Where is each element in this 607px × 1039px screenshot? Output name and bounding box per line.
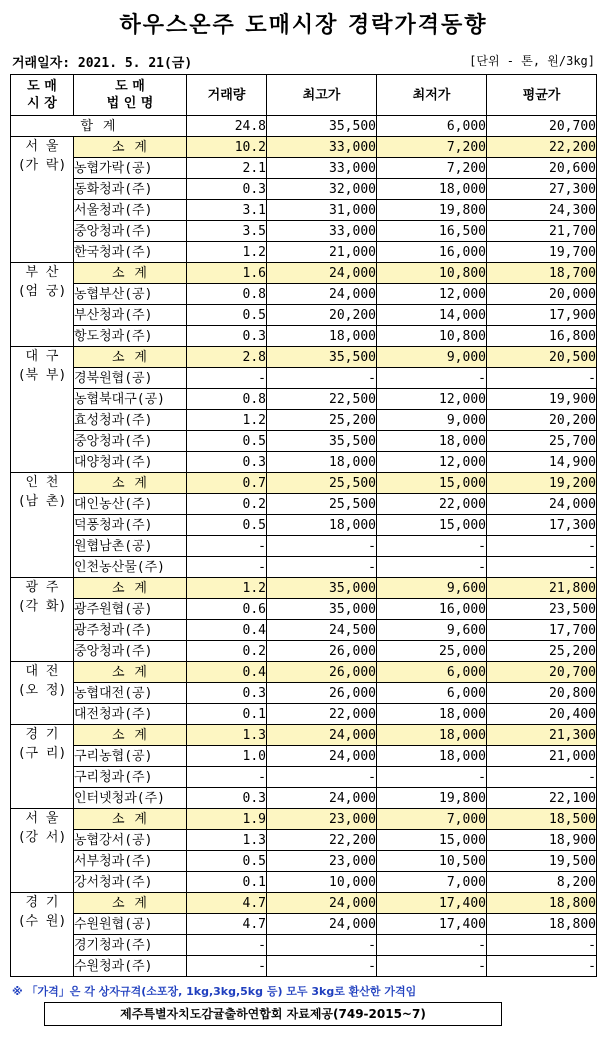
subtotal-label: 소 계 (74, 473, 187, 494)
max-price-cell: 33,000 (267, 158, 377, 179)
min-price-cell: 22,000 (377, 494, 487, 515)
subtotal-row (11, 725, 597, 746)
corp-name: 중앙청과(주) (74, 641, 187, 662)
avg-price-cell: - (487, 557, 597, 578)
max-price-cell: - (267, 536, 377, 557)
table-row (11, 284, 597, 305)
min-price-cell: 17,400 (377, 914, 487, 935)
volume-cell: 1.2 (187, 242, 267, 263)
total-avg: 20,700 (487, 116, 597, 137)
subtotal-row (11, 809, 597, 830)
market-name: 부 산 (25, 265, 59, 280)
avg-price-cell: - (487, 956, 597, 977)
avg-price-cell: 17,900 (487, 305, 597, 326)
avg-price-cell: 19,500 (487, 851, 597, 872)
subtotal-label: 소 계 (74, 263, 187, 284)
page-title: 하우스온주 도매시장 경락가격동향 (119, 13, 488, 38)
table-row (11, 221, 597, 242)
min-price-cell: 17,400 (377, 893, 487, 914)
avg-price-cell: 18,800 (487, 893, 597, 914)
table-row (11, 515, 597, 536)
max-price-cell: - (267, 557, 377, 578)
volume-cell: 3.5 (187, 221, 267, 242)
volume-cell: 0.3 (187, 452, 267, 473)
avg-price-cell: 16,800 (487, 326, 597, 347)
max-price-cell: 31,000 (267, 200, 377, 221)
header-market-bottom: 시 장 (27, 96, 57, 111)
volume-cell: 0.5 (187, 515, 267, 536)
max-price-cell: 24,000 (267, 788, 377, 809)
table-row (11, 200, 597, 221)
subtotal-row (11, 662, 597, 683)
max-price-cell: 35,000 (267, 578, 377, 599)
volume-cell: 1.3 (187, 830, 267, 851)
max-price-cell: 23,000 (267, 851, 377, 872)
avg-price-cell: 21,300 (487, 725, 597, 746)
avg-price-cell: 18,700 (487, 263, 597, 284)
table-row (11, 620, 597, 641)
volume-cell: 2.8 (187, 347, 267, 368)
min-price-cell: 16,000 (377, 599, 487, 620)
volume-cell: 1.2 (187, 578, 267, 599)
header-corp-top: 도 매 (115, 79, 145, 94)
table-row (11, 872, 597, 893)
subtotal-row (11, 137, 597, 158)
max-price-cell: 33,000 (267, 137, 377, 158)
min-price-cell: 9,000 (377, 347, 487, 368)
max-price-cell: 24,000 (267, 284, 377, 305)
corp-name: 항도청과(주) (74, 326, 187, 347)
table-row (11, 683, 597, 704)
min-price-cell: - (377, 536, 487, 557)
min-price-cell: 7,200 (377, 137, 487, 158)
min-price-cell: 10,800 (377, 263, 487, 284)
total-row (11, 116, 597, 137)
min-price-cell: 9,000 (377, 410, 487, 431)
avg-price-cell: 18,900 (487, 830, 597, 851)
market-cell (11, 893, 74, 977)
unit-note: [단위 - 톤, 원/3kg] (469, 54, 595, 68)
max-price-cell: 24,000 (267, 725, 377, 746)
min-price-cell: - (377, 767, 487, 788)
market-name: 광 주 (25, 580, 59, 595)
market-district: (수 원) (17, 914, 67, 929)
volume-cell: - (187, 368, 267, 389)
max-price-cell: 22,000 (267, 704, 377, 725)
min-price-cell: 6,000 (377, 662, 487, 683)
volume-cell: 0.3 (187, 788, 267, 809)
avg-price-cell: 24,000 (487, 494, 597, 515)
avg-price-cell: 21,000 (487, 746, 597, 767)
header-market-top: 도 매 (27, 79, 57, 94)
volume-cell: - (187, 536, 267, 557)
min-price-cell: 12,000 (377, 284, 487, 305)
avg-price-cell: 19,200 (487, 473, 597, 494)
min-price-cell: 25,000 (377, 641, 487, 662)
min-price-cell: 10,800 (377, 326, 487, 347)
max-price-cell: 18,000 (267, 326, 377, 347)
table-row (11, 242, 597, 263)
min-price-cell: - (377, 557, 487, 578)
table-row (11, 494, 597, 515)
volume-cell: 0.7 (187, 473, 267, 494)
min-price-cell: 19,800 (377, 200, 487, 221)
volume-cell: 0.5 (187, 851, 267, 872)
max-price-cell: 21,000 (267, 242, 377, 263)
max-price-cell: 33,000 (267, 221, 377, 242)
avg-price-cell: 17,700 (487, 620, 597, 641)
min-price-cell: 7,000 (377, 872, 487, 893)
table-row (11, 851, 597, 872)
min-price-cell: 12,000 (377, 389, 487, 410)
volume-cell: - (187, 557, 267, 578)
report-meta (12, 52, 595, 70)
volume-cell: 1.9 (187, 809, 267, 830)
subtotal-label: 소 계 (74, 578, 187, 599)
min-price-cell: 18,000 (377, 746, 487, 767)
table-row (11, 599, 597, 620)
corp-name: 동화청과(주) (74, 179, 187, 200)
corp-name: 농협가락(공) (74, 158, 187, 179)
corp-name: 농협강서(공) (74, 830, 187, 851)
corp-name: 농협대전(공) (74, 683, 187, 704)
data-source-box: 제주특별자치도감귤출하연합회 자료제공(749-2015~7) (44, 1002, 502, 1026)
min-price-cell: 19,800 (377, 788, 487, 809)
max-price-cell: - (267, 935, 377, 956)
market-district: (강 서) (17, 830, 67, 845)
min-price-cell: 10,500 (377, 851, 487, 872)
volume-cell: 1.2 (187, 410, 267, 431)
max-price-cell: 24,000 (267, 746, 377, 767)
volume-cell: 1.6 (187, 263, 267, 284)
max-price-cell: 24,000 (267, 914, 377, 935)
corp-name: 원협남촌(공) (74, 536, 187, 557)
volume-cell: 0.3 (187, 326, 267, 347)
market-cell (11, 662, 74, 725)
min-price-cell: 16,500 (377, 221, 487, 242)
subtotal-label: 소 계 (74, 137, 187, 158)
volume-cell: 0.2 (187, 641, 267, 662)
table-row (11, 557, 597, 578)
max-price-cell: 18,000 (267, 452, 377, 473)
total-min: 6,000 (377, 116, 487, 137)
subtotal-row (11, 578, 597, 599)
table-row (11, 536, 597, 557)
corp-name: 수원원협(공) (74, 914, 187, 935)
max-price-cell: 26,000 (267, 641, 377, 662)
avg-price-cell: - (487, 368, 597, 389)
corp-name: 인터넷청과(주) (74, 788, 187, 809)
volume-cell: 0.2 (187, 494, 267, 515)
table-row (11, 431, 597, 452)
corp-name: 광주원협(공) (74, 599, 187, 620)
subtotal-label: 소 계 (74, 347, 187, 368)
corp-name: 광주청과(주) (74, 620, 187, 641)
min-price-cell: 9,600 (377, 578, 487, 599)
corp-name: 대전청과(주) (74, 704, 187, 725)
avg-price-cell: 22,100 (487, 788, 597, 809)
header-corp-bottom: 법 인 명 (106, 96, 154, 111)
volume-cell: 0.4 (187, 620, 267, 641)
max-price-cell: 32,000 (267, 179, 377, 200)
volume-cell: 0.3 (187, 683, 267, 704)
avg-price-cell: 20,700 (487, 662, 597, 683)
market-district: (가 락) (17, 158, 67, 173)
corp-name: 경북원협(공) (74, 368, 187, 389)
corp-name: 효성청과(주) (74, 410, 187, 431)
table-row (11, 767, 597, 788)
header-max: 최고가 (267, 75, 377, 116)
volume-cell: - (187, 767, 267, 788)
subtotal-row (11, 893, 597, 914)
corp-name: 서부청과(주) (74, 851, 187, 872)
max-price-cell: 10,000 (267, 872, 377, 893)
market-cell (11, 347, 74, 473)
market-district: (북 부) (17, 368, 67, 383)
avg-price-cell: 25,200 (487, 641, 597, 662)
min-price-cell: 12,000 (377, 452, 487, 473)
volume-cell: 0.8 (187, 284, 267, 305)
min-price-cell: - (377, 368, 487, 389)
volume-cell: 1.0 (187, 746, 267, 767)
volume-cell: 0.5 (187, 431, 267, 452)
volume-cell: 0.1 (187, 704, 267, 725)
volume-cell: 2.1 (187, 158, 267, 179)
market-name: 대 전 (25, 664, 59, 679)
max-price-cell: 24,000 (267, 893, 377, 914)
corp-name: 서울청과(주) (74, 200, 187, 221)
min-price-cell: 15,000 (377, 830, 487, 851)
total-label: 합 계 (11, 116, 187, 137)
table-row (11, 914, 597, 935)
min-price-cell: 18,000 (377, 179, 487, 200)
corp-name: 대양청과(주) (74, 452, 187, 473)
table-row (11, 452, 597, 473)
avg-price-cell: 20,600 (487, 158, 597, 179)
table-row (11, 158, 597, 179)
table-row (11, 410, 597, 431)
min-price-cell: 18,000 (377, 704, 487, 725)
market-cell (11, 263, 74, 347)
corp-name: 구리청과(주) (74, 767, 187, 788)
price-footnote: ※ 「가격」은 각 상자규격(소포장, 1kg,3kg,5kg 등) 모두 3kg로 환산한 가격임 (12, 985, 417, 998)
avg-price-cell: 20,000 (487, 284, 597, 305)
max-price-cell: 25,200 (267, 410, 377, 431)
min-price-cell: 18,000 (377, 725, 487, 746)
max-price-cell: 35,000 (267, 599, 377, 620)
trade-date: 거래일자: 2021. 5. 21(금) (12, 56, 193, 71)
market-name: 서 울 (25, 139, 59, 154)
market-district: (남 촌) (17, 494, 67, 509)
corp-name: 대인농산(주) (74, 494, 187, 515)
corp-name: 구리농협(공) (74, 746, 187, 767)
avg-price-cell: 18,800 (487, 914, 597, 935)
avg-price-cell: 20,400 (487, 704, 597, 725)
table-row (11, 179, 597, 200)
corp-name: 부산청과(주) (74, 305, 187, 326)
market-name: 대 구 (25, 349, 59, 364)
volume-cell: 0.1 (187, 872, 267, 893)
subtotal-label: 소 계 (74, 809, 187, 830)
min-price-cell: 9,600 (377, 620, 487, 641)
table-row (11, 788, 597, 809)
header-market (11, 75, 74, 116)
min-price-cell: 7,200 (377, 158, 487, 179)
market-cell (11, 725, 74, 809)
header-avg: 평균가 (487, 75, 597, 116)
max-price-cell: 22,500 (267, 389, 377, 410)
table-row (11, 830, 597, 851)
volume-cell: 0.4 (187, 662, 267, 683)
corp-name: 강서청과(주) (74, 872, 187, 893)
avg-price-cell: - (487, 536, 597, 557)
max-price-cell: 23,000 (267, 809, 377, 830)
max-price-cell: 22,200 (267, 830, 377, 851)
min-price-cell: 15,000 (377, 515, 487, 536)
max-price-cell: 26,000 (267, 683, 377, 704)
market-cell (11, 578, 74, 662)
header-corp (74, 75, 187, 116)
min-price-cell: 6,000 (377, 683, 487, 704)
max-price-cell: 24,500 (267, 620, 377, 641)
total-max: 35,500 (267, 116, 377, 137)
avg-price-cell: 21,700 (487, 221, 597, 242)
corp-name: 농협북대구(공) (74, 389, 187, 410)
market-name: 경 기 (25, 727, 59, 742)
volume-cell: 0.8 (187, 389, 267, 410)
max-price-cell: - (267, 767, 377, 788)
corp-name: 중앙청과(주) (74, 221, 187, 242)
subtotal-row (11, 473, 597, 494)
volume-cell: - (187, 956, 267, 977)
subtotal-row (11, 263, 597, 284)
table-row (11, 935, 597, 956)
market-cell (11, 809, 74, 893)
min-price-cell: 18,000 (377, 431, 487, 452)
table-row (11, 956, 597, 977)
volume-cell: 4.7 (187, 893, 267, 914)
corp-name: 한국청과(주) (74, 242, 187, 263)
volume-cell: 0.3 (187, 179, 267, 200)
total-volume: 24.8 (187, 116, 267, 137)
max-price-cell: 35,500 (267, 347, 377, 368)
volume-cell: 3.1 (187, 200, 267, 221)
volume-cell: - (187, 935, 267, 956)
table-row (11, 641, 597, 662)
avg-price-cell: 25,700 (487, 431, 597, 452)
subtotal-label: 소 계 (74, 725, 187, 746)
market-name: 인 천 (25, 475, 59, 490)
market-cell (11, 473, 74, 578)
avg-price-cell: 20,500 (487, 347, 597, 368)
market-district: (엄 궁) (17, 284, 67, 299)
market-name: 경 기 (25, 895, 59, 910)
avg-price-cell: 27,300 (487, 179, 597, 200)
volume-cell: 0.6 (187, 599, 267, 620)
max-price-cell: 18,000 (267, 515, 377, 536)
corp-name: 농협부산(공) (74, 284, 187, 305)
subtotal-label: 소 계 (74, 662, 187, 683)
table-row (11, 704, 597, 725)
avg-price-cell: 21,800 (487, 578, 597, 599)
avg-price-cell: - (487, 767, 597, 788)
subtotal-label: 소 계 (74, 893, 187, 914)
market-name: 서 울 (25, 811, 59, 826)
header-min: 최저가 (377, 75, 487, 116)
min-price-cell: 16,000 (377, 242, 487, 263)
corp-name: 경기청과(주) (74, 935, 187, 956)
price-table (10, 74, 597, 977)
max-price-cell: 20,200 (267, 305, 377, 326)
corp-name: 수원청과(주) (74, 956, 187, 977)
min-price-cell: - (377, 956, 487, 977)
max-price-cell: 35,500 (267, 431, 377, 452)
volume-cell: 0.5 (187, 305, 267, 326)
max-price-cell: - (267, 956, 377, 977)
max-price-cell: - (267, 368, 377, 389)
table-row (11, 326, 597, 347)
max-price-cell: 25,500 (267, 473, 377, 494)
max-price-cell: 24,000 (267, 263, 377, 284)
avg-price-cell: 14,900 (487, 452, 597, 473)
avg-price-cell: 22,200 (487, 137, 597, 158)
min-price-cell: 7,000 (377, 809, 487, 830)
volume-cell: 1.3 (187, 725, 267, 746)
min-price-cell: 14,000 (377, 305, 487, 326)
avg-price-cell: 23,500 (487, 599, 597, 620)
avg-price-cell: - (487, 935, 597, 956)
corp-name: 중앙청과(주) (74, 431, 187, 452)
max-price-cell: 25,500 (267, 494, 377, 515)
avg-price-cell: 20,800 (487, 683, 597, 704)
table-row (11, 305, 597, 326)
market-cell (11, 137, 74, 263)
max-price-cell: 26,000 (267, 662, 377, 683)
corp-name: 인천농산물(주) (74, 557, 187, 578)
market-district: (각 화) (17, 599, 67, 614)
avg-price-cell: 20,200 (487, 410, 597, 431)
table-row (11, 368, 597, 389)
table-row (11, 746, 597, 767)
avg-price-cell: 18,500 (487, 809, 597, 830)
header-volume: 거래량 (187, 75, 267, 116)
min-price-cell: - (377, 935, 487, 956)
avg-price-cell: 19,900 (487, 389, 597, 410)
avg-price-cell: 8,200 (487, 872, 597, 893)
market-district: (구 리) (17, 746, 67, 761)
volume-cell: 10.2 (187, 137, 267, 158)
min-price-cell: 15,000 (377, 473, 487, 494)
subtotal-row (11, 347, 597, 368)
corp-name: 덕풍청과(주) (74, 515, 187, 536)
avg-price-cell: 19,700 (487, 242, 597, 263)
volume-cell: 4.7 (187, 914, 267, 935)
avg-price-cell: 24,300 (487, 200, 597, 221)
table-header (11, 75, 597, 116)
table-body (11, 116, 597, 977)
market-district: (오 정) (17, 683, 67, 698)
avg-price-cell: 17,300 (487, 515, 597, 536)
table-row (11, 389, 597, 410)
